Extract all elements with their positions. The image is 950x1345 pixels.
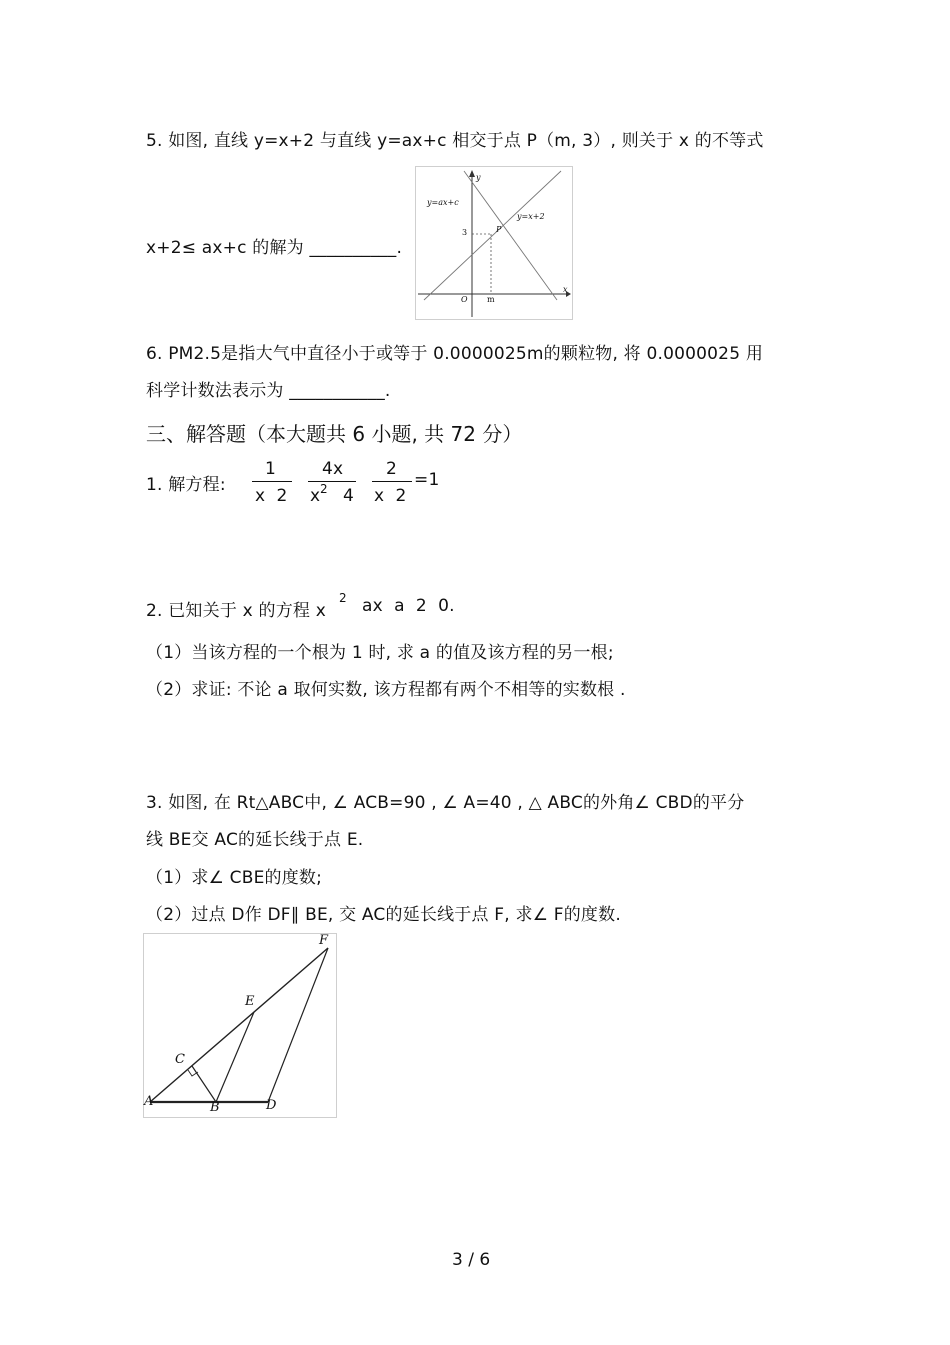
q5-label-O: O <box>461 295 468 304</box>
p1-frac2-den-base: x <box>310 486 321 506</box>
section-heading: 三、解答题（本大题共 6 小题, 共 72 分） <box>146 422 523 446</box>
p1-frac3-bar <box>372 481 412 482</box>
p1-frac2-bar <box>308 481 356 482</box>
p3-label-C: C <box>175 1052 185 1067</box>
p2-sub2: （2）求证: 不论 a 取何实数, 该方程都有两个不相等的实数根 . <box>146 680 626 700</box>
page-number: 3 / 6 <box>452 1250 491 1270</box>
p3-triangle-diagram <box>144 934 336 1117</box>
p3-figure <box>143 933 337 1118</box>
p1-frac2-den-exp: 2 <box>320 482 328 496</box>
p2-line1: 2. 已知关于 x 的方程 x <box>146 601 326 621</box>
p2-sub1: （1）当该方程的一个根为 1 时, 求 a 的值及该方程的另一根; <box>146 643 614 663</box>
q5-label-y: y <box>476 173 481 182</box>
p1-frac1-den: x 2 <box>255 486 288 506</box>
p2-line1-exp: 2 <box>339 591 347 605</box>
p1-frac1-num: 1 <box>265 459 277 479</box>
p1-equals: =1 <box>414 470 440 490</box>
p2-line1-rest: ax a 2 0. <box>362 596 455 616</box>
p1-frac3-num: 2 <box>386 459 398 479</box>
p1-frac1-bar <box>252 481 292 482</box>
q6-line1: 6. PM2.5是指大气中直径小于或等于 0.0000025m的颗粒物, 将 0.0000025 用 <box>146 344 764 364</box>
p3-sub1: （1）求∠ CBE的度数; <box>146 868 323 888</box>
p3-label-B: B <box>210 1100 220 1115</box>
p3-line2: 线 BE交 AC的延长线于点 E. <box>146 830 364 850</box>
p3-label-D: D <box>266 1098 277 1113</box>
p3-sub2: （2）过点 D作 DF∥ BE, 交 AC的延长线于点 F, 求∠ F的度数. <box>146 905 621 925</box>
p3-label-F: F <box>319 933 329 948</box>
q5-line2: x+2≤ ax+c 的解为 __________. <box>146 238 403 258</box>
q5-label-ax-c: y=ax+c <box>427 198 459 207</box>
q5-line1: 5. 如图, 直线 y=x+2 与直线 y=ax+c 相交于点 P（m, 3）, 则关于 x 的不等式 <box>146 131 764 151</box>
q5-label-P: P <box>496 225 502 234</box>
q5-figure <box>415 166 573 320</box>
q6-line2: 科学计数法表示为 ___________. <box>146 381 391 401</box>
p1-frac2-den-rest: 4 <box>343 486 355 506</box>
q5-label-3: 3 <box>462 228 468 237</box>
p3-label-E: E <box>245 994 255 1009</box>
p1-frac2-num: 4x <box>322 459 344 479</box>
q5-label-x: x <box>563 285 568 294</box>
p3-label-A: A <box>144 1094 154 1109</box>
q5-label-x-2: y=x+2 <box>517 212 545 221</box>
q5-label-m: m <box>487 295 495 304</box>
p1-prefix: 1. 解方程: <box>146 475 226 495</box>
p1-frac3-den: x 2 <box>374 486 407 506</box>
p3-line1: 3. 如图, 在 Rt△ABC中, ∠ ACB=90 , ∠ A=40 , △ ABC的外角∠ CBD的平分 <box>146 793 745 813</box>
